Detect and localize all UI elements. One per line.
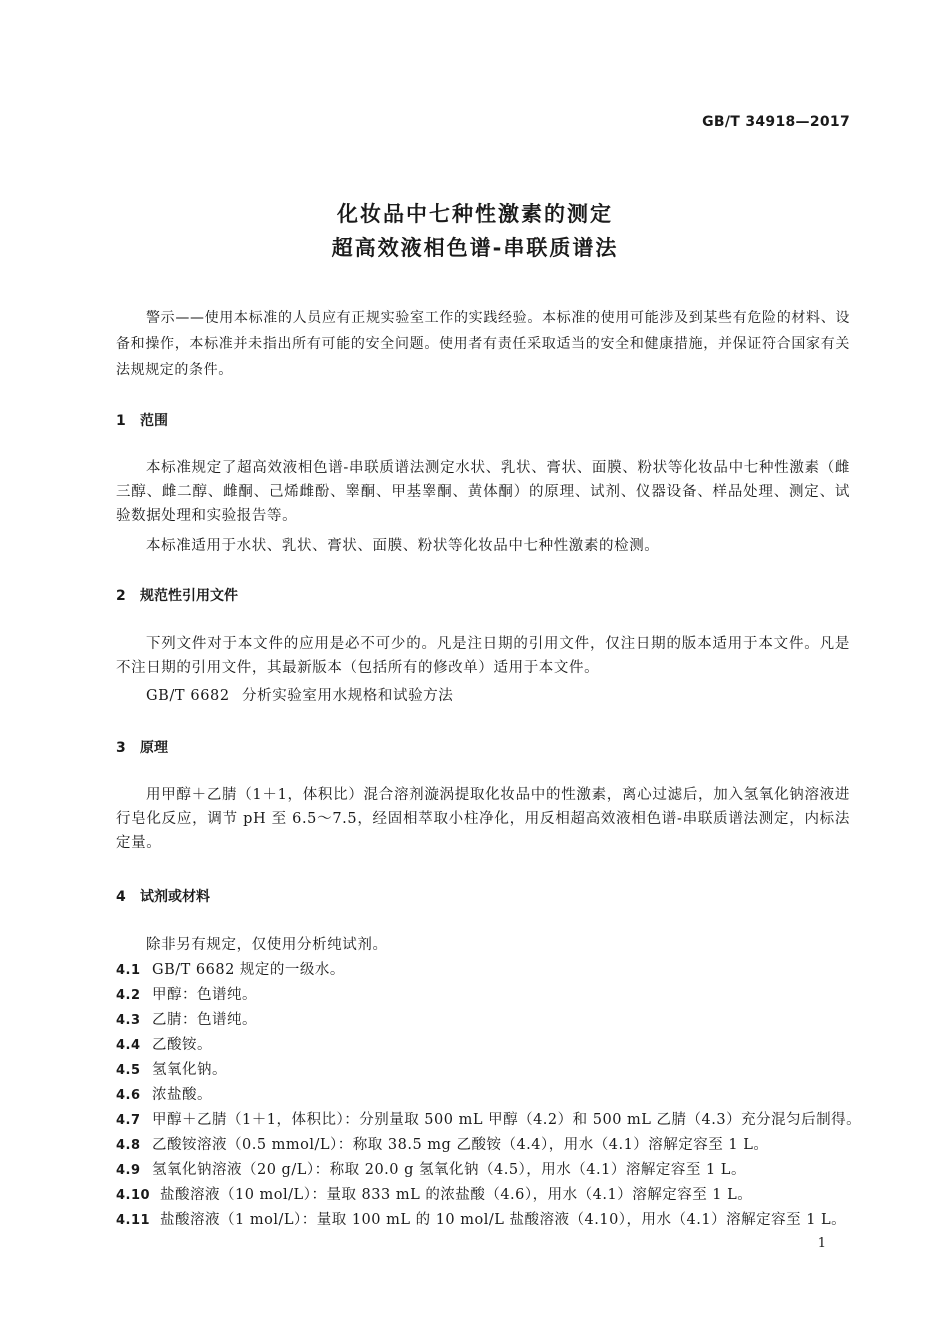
item-number: 4.1 [116, 963, 141, 978]
list-item [116, 1133, 768, 1154]
item-text: 浓盐酸。 [152, 1087, 212, 1103]
reference-title: 分析实验室用水规格和试验方法 [242, 688, 454, 704]
references-paragraph: 下列文件对于本文件的应用是必不可少的。凡是注日期的引用文件，仅注日期的版本适用于本文件。凡是不注日期的引用文件，其最新版本（包括所有的修改单）适用于本文件。 [116, 636, 850, 676]
section-heading-reagents [116, 886, 210, 906]
item-text: 氢氧化钠。 [152, 1062, 227, 1078]
scope-paragraph-2: 本标准适用于水状、乳状、膏状、面膜、粉状等化妆品中七种性激素的检测。 [146, 538, 660, 554]
section-title: 规范性引用文件 [140, 588, 238, 604]
item-number: 4.2 [116, 988, 141, 1003]
item-number: 4.10 [116, 1188, 151, 1203]
principle-paragraph: 用甲醇＋乙腈（1＋1，体积比）混合溶剂漩涡提取化妆品中的性激素，离心过滤后，加入氢氧化钠溶液进行皂化反应，调节 pH 至 6.5～7.5，经固相萃取小柱净化，用反相超高效液相色谱-串联质谱法测定，内标法定量。 [116, 787, 850, 851]
reagents-intro: 除非另有规定，仅使用分析纯试剂。 [146, 937, 388, 953]
reference-entry [146, 684, 453, 705]
list-item [116, 958, 345, 979]
standard-code: GB/T 34918—2017 [702, 114, 850, 130]
item-number: 4.5 [116, 1063, 141, 1078]
list-item [116, 1208, 846, 1229]
section-heading-scope [116, 410, 168, 430]
item-text: 氢氧化钠溶液（20 g/L）：称取 20.0 g 氢氧化钠（4.5），用水（4.1）溶解定容至 1 L。 [152, 1162, 746, 1178]
section-heading-principle [116, 737, 168, 757]
item-text: 盐酸溶液（10 mol/L）：量取 833 mL 的浓盐酸（4.6），用水（4.1）溶解定容至 1 L。 [160, 1187, 753, 1203]
item-number: 4.11 [116, 1213, 151, 1228]
item-number: 4.9 [116, 1163, 141, 1178]
section-heading-normative-references [116, 585, 238, 605]
item-text: 盐酸溶液（1 mol/L）：量取 100 mL 的 10 mol/L 盐酸溶液（4.10），用水（4.1）溶解定容至 1 L。 [160, 1212, 847, 1228]
section-number: 2 [116, 588, 126, 604]
list-item [116, 1008, 257, 1029]
warning-paragraph: 警示——使用本标准的人员应有正规实验室工作的实践经验。本标准的使用可能涉及到某些有危险的材料、设备和操作，本标准并未指出所有可能的安全问题。使用者有责任采取适当的安全和健康措施，并保证符合国家有关法规规定的条件。 [116, 310, 850, 378]
list-item [116, 1108, 861, 1129]
item-text: 乙酸铵。 [152, 1037, 212, 1053]
list-item [116, 1058, 227, 1079]
item-text: 乙酸铵溶液（0.5 mmol/L）：称取 38.5 mg 乙酸铵（4.4），用水（4.1）溶解定容至 1 L。 [152, 1137, 769, 1153]
section-title: 原理 [140, 740, 168, 756]
item-text: GB/T 6682 规定的一级水。 [152, 962, 345, 978]
section-title: 范围 [140, 413, 168, 429]
scope-paragraph-1: 本标准规定了超高效液相色谱-串联质谱法测定水状、乳状、膏状、面膜、粉状等化妆品中七种性激素（雌三醇、雌二醇、雌酮、己烯雌酚、睾酮、甲基睾酮、黄体酮）的原理、试剂、仪器设备、样品处理、测定、试验数据处理和实验报告等。 [116, 460, 850, 524]
item-number: 4.6 [116, 1088, 141, 1103]
section-number: 3 [116, 740, 126, 756]
item-text: 甲醇：色谱纯。 [152, 987, 257, 1003]
list-item [116, 1183, 752, 1204]
section-number: 4 [116, 889, 126, 905]
list-item [116, 1033, 212, 1054]
section-number: 1 [116, 413, 126, 429]
item-text: 乙腈：色谱纯。 [152, 1012, 257, 1028]
page-number: 1 [817, 1236, 826, 1251]
item-text: 甲醇＋乙腈（1＋1，体积比）：分别量取 500 mL 甲醇（4.2）和 500 mL 乙腈（4.3）充分混匀后制得。 [152, 1112, 862, 1128]
item-number: 4.7 [116, 1113, 141, 1128]
section-title: 试剂或材料 [140, 889, 210, 905]
item-number: 4.4 [116, 1038, 141, 1053]
reference-code: GB/T 6682 [146, 688, 230, 704]
document-title-line-1: 化妆品中七种性激素的测定 [337, 202, 613, 226]
list-item [116, 1083, 212, 1104]
document-title-line-2: 超高效液相色谱-串联质谱法 [331, 236, 619, 260]
item-number: 4.8 [116, 1138, 141, 1153]
list-item [116, 1158, 746, 1179]
list-item [116, 983, 257, 1004]
item-number: 4.3 [116, 1013, 141, 1028]
